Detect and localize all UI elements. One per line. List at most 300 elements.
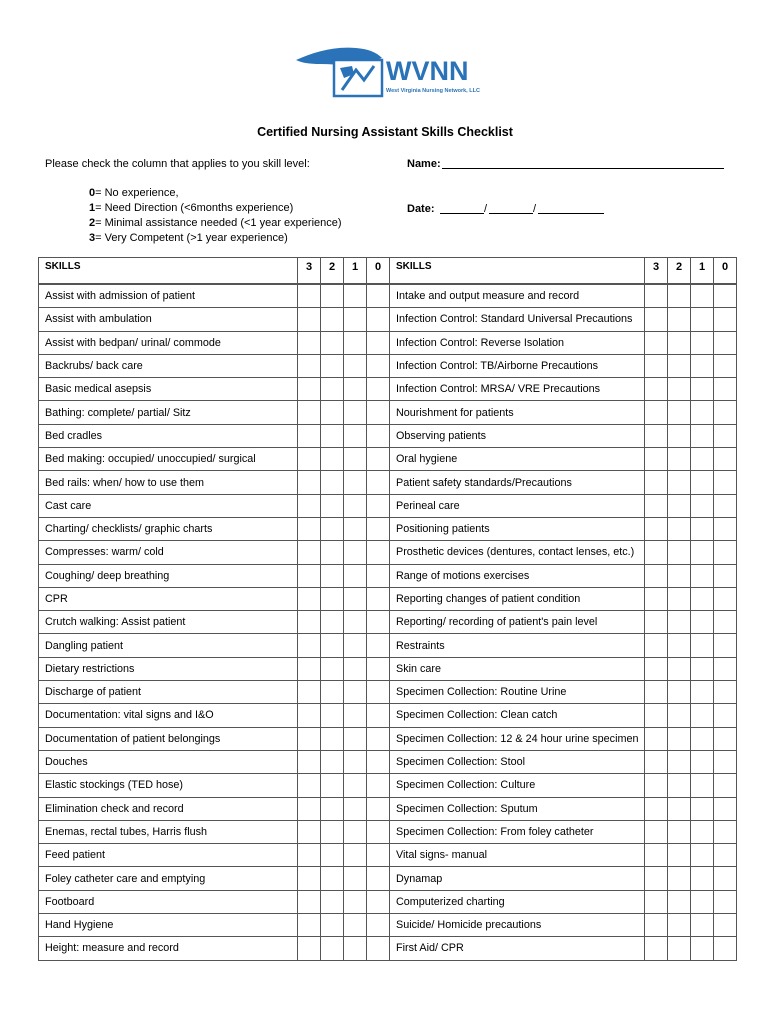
skill-label: Dangling patient <box>39 634 298 657</box>
skills-header: SKILLS <box>390 258 645 285</box>
table-row <box>39 657 737 680</box>
level-3-checkbox[interactable] <box>645 797 668 820</box>
level-header: 0 <box>714 258 737 285</box>
level-3-checkbox[interactable] <box>298 331 321 354</box>
level-0-checkbox[interactable] <box>714 401 737 424</box>
level-0-checkbox[interactable] <box>367 774 390 797</box>
level-3-checkbox[interactable] <box>645 331 668 354</box>
level-2-checkbox[interactable] <box>321 541 344 564</box>
level-1-checkbox[interactable] <box>691 914 714 937</box>
level-3-checkbox[interactable] <box>298 284 321 308</box>
date-month-field[interactable] <box>440 203 484 214</box>
level-3-checkbox[interactable] <box>298 308 321 331</box>
level-2-checkbox[interactable] <box>321 354 344 377</box>
skill-label: Basic medical asepsis <box>39 378 298 401</box>
level-2-checkbox[interactable] <box>321 914 344 937</box>
date-day-field[interactable] <box>489 203 533 214</box>
level-1-checkbox[interactable] <box>691 471 714 494</box>
level-3-checkbox[interactable] <box>298 494 321 517</box>
level-1-checkbox[interactable] <box>691 890 714 913</box>
level-1-checkbox[interactable] <box>344 611 367 634</box>
level-2-checkbox[interactable] <box>668 424 691 447</box>
level-0-checkbox[interactable] <box>714 448 737 471</box>
level-2-checkbox[interactable] <box>668 937 691 960</box>
level-2-checkbox[interactable] <box>668 727 691 750</box>
level-2-checkbox[interactable] <box>668 867 691 890</box>
level-2-checkbox[interactable] <box>321 634 344 657</box>
level-1-checkbox[interactable] <box>691 517 714 540</box>
level-0-checkbox[interactable] <box>714 331 737 354</box>
skill-label: First Aid/ CPR <box>390 937 645 960</box>
level-2-checkbox[interactable] <box>321 587 344 610</box>
level-2-checkbox[interactable] <box>668 657 691 680</box>
level-2-checkbox[interactable] <box>668 541 691 564</box>
level-0-checkbox[interactable] <box>714 284 737 308</box>
level-1-checkbox[interactable] <box>691 681 714 704</box>
level-2-checkbox[interactable] <box>321 750 344 773</box>
level-0-checkbox[interactable] <box>714 750 737 773</box>
level-2-checkbox[interactable] <box>668 354 691 377</box>
level-0-checkbox[interactable] <box>714 867 737 890</box>
level-3-checkbox[interactable] <box>298 448 321 471</box>
level-2-checkbox[interactable] <box>321 448 344 471</box>
level-2-checkbox[interactable] <box>321 308 344 331</box>
date-year-field[interactable] <box>538 203 604 214</box>
skills-table <box>38 257 737 961</box>
level-1-checkbox[interactable] <box>344 471 367 494</box>
level-0-checkbox[interactable] <box>367 681 390 704</box>
skill-label: Elimination check and record <box>39 797 298 820</box>
table-row <box>39 704 737 727</box>
level-2-checkbox[interactable] <box>321 564 344 587</box>
level-2-checkbox[interactable] <box>668 611 691 634</box>
level-2-checkbox[interactable] <box>321 890 344 913</box>
level-3-checkbox[interactable] <box>645 704 668 727</box>
table-row <box>39 354 737 377</box>
date-separator: / <box>533 203 537 215</box>
level-2-checkbox[interactable] <box>321 797 344 820</box>
level-0-checkbox[interactable] <box>367 890 390 913</box>
level-0-checkbox[interactable] <box>367 844 390 867</box>
skill-label: Footboard <box>39 890 298 913</box>
level-header: 2 <box>668 258 691 285</box>
instruction-text: Please check the column that applies to you skill level: <box>45 158 310 170</box>
level-2-checkbox[interactable] <box>668 750 691 773</box>
level-3-checkbox[interactable] <box>645 820 668 843</box>
table-row <box>39 914 737 937</box>
table-row <box>39 634 737 657</box>
skill-label: Prosthetic devices (dentures, contact lenses, etc.) <box>390 541 645 564</box>
level-1-checkbox[interactable] <box>691 331 714 354</box>
level-1-checkbox[interactable] <box>691 634 714 657</box>
legend-item: 2= Minimal assistance needed (<1 year experience) <box>89 217 342 229</box>
date-label: Date: <box>407 203 435 215</box>
table-row <box>39 448 737 471</box>
level-0-checkbox[interactable] <box>714 820 737 843</box>
table-row <box>39 517 737 540</box>
level-2-checkbox[interactable] <box>321 517 344 540</box>
level-2-checkbox[interactable] <box>321 494 344 517</box>
level-1-checkbox[interactable] <box>691 564 714 587</box>
table-row <box>39 844 737 867</box>
level-2-checkbox[interactable] <box>321 424 344 447</box>
skill-label: Specimen Collection: Routine Urine <box>390 681 645 704</box>
level-0-checkbox[interactable] <box>367 517 390 540</box>
level-2-checkbox[interactable] <box>668 378 691 401</box>
level-0-checkbox[interactable] <box>714 704 737 727</box>
level-3-checkbox[interactable] <box>298 587 321 610</box>
table-row <box>39 611 737 634</box>
level-1-checkbox[interactable] <box>691 937 714 960</box>
level-0-checkbox[interactable] <box>714 424 737 447</box>
skill-label: Reporting changes of patient condition <box>390 587 645 610</box>
level-2-checkbox[interactable] <box>668 564 691 587</box>
level-2-checkbox[interactable] <box>321 657 344 680</box>
level-0-checkbox[interactable] <box>714 797 737 820</box>
skill-label: Feed patient <box>39 844 298 867</box>
level-0-checkbox[interactable] <box>367 308 390 331</box>
level-1-checkbox[interactable] <box>344 844 367 867</box>
level-0-checkbox[interactable] <box>714 890 737 913</box>
level-1-checkbox[interactable] <box>691 774 714 797</box>
level-1-checkbox[interactable] <box>691 797 714 820</box>
level-3-checkbox[interactable] <box>645 494 668 517</box>
level-3-checkbox[interactable] <box>298 774 321 797</box>
skill-label: Bathing: complete/ partial/ Sitz <box>39 401 298 424</box>
level-0-checkbox[interactable] <box>714 844 737 867</box>
table-row <box>39 331 737 354</box>
level-3-checkbox[interactable] <box>298 634 321 657</box>
level-3-checkbox[interactable] <box>645 378 668 401</box>
level-2-checkbox[interactable] <box>321 774 344 797</box>
level-3-checkbox[interactable] <box>298 354 321 377</box>
level-2-checkbox[interactable] <box>668 704 691 727</box>
level-0-checkbox[interactable] <box>714 517 737 540</box>
level-1-checkbox[interactable] <box>344 494 367 517</box>
level-2-checkbox[interactable] <box>668 331 691 354</box>
level-0-checkbox[interactable] <box>367 541 390 564</box>
level-0-checkbox[interactable] <box>714 494 737 517</box>
level-0-checkbox[interactable] <box>367 657 390 680</box>
level-1-checkbox[interactable] <box>344 378 367 401</box>
level-3-checkbox[interactable] <box>645 634 668 657</box>
level-header: 2 <box>321 258 344 285</box>
level-3-checkbox[interactable] <box>645 774 668 797</box>
level-1-checkbox[interactable] <box>344 308 367 331</box>
level-1-checkbox[interactable] <box>691 424 714 447</box>
level-2-checkbox[interactable] <box>668 308 691 331</box>
level-0-checkbox[interactable] <box>714 774 737 797</box>
skill-label: Patient safety standards/Precautions <box>390 471 645 494</box>
level-2-checkbox[interactable] <box>668 844 691 867</box>
logo-text: WVNN <box>386 56 469 86</box>
level-0-checkbox[interactable] <box>367 284 390 308</box>
level-1-checkbox[interactable] <box>344 284 367 308</box>
level-0-checkbox[interactable] <box>714 657 737 680</box>
level-1-checkbox[interactable] <box>344 750 367 773</box>
level-2-checkbox[interactable] <box>321 401 344 424</box>
level-2-checkbox[interactable] <box>668 774 691 797</box>
level-0-checkbox[interactable] <box>714 308 737 331</box>
level-3-checkbox[interactable] <box>645 448 668 471</box>
level-0-checkbox[interactable] <box>714 634 737 657</box>
level-1-checkbox[interactable] <box>691 750 714 773</box>
level-3-checkbox[interactable] <box>298 867 321 890</box>
level-1-checkbox[interactable] <box>344 681 367 704</box>
level-3-checkbox[interactable] <box>298 424 321 447</box>
skill-label: Skin care <box>390 657 645 680</box>
level-3-checkbox[interactable] <box>645 914 668 937</box>
level-0-checkbox[interactable] <box>367 331 390 354</box>
level-2-checkbox[interactable] <box>321 378 344 401</box>
level-1-checkbox[interactable] <box>344 937 367 960</box>
level-1-checkbox[interactable] <box>691 401 714 424</box>
level-3-checkbox[interactable] <box>645 541 668 564</box>
level-1-checkbox[interactable] <box>691 494 714 517</box>
level-3-checkbox[interactable] <box>298 471 321 494</box>
level-0-checkbox[interactable] <box>367 494 390 517</box>
level-1-checkbox[interactable] <box>344 890 367 913</box>
table-row <box>39 284 737 308</box>
level-3-checkbox[interactable] <box>298 704 321 727</box>
skill-label: Elastic stockings (TED hose) <box>39 774 298 797</box>
level-3-checkbox[interactable] <box>645 611 668 634</box>
level-1-checkbox[interactable] <box>344 774 367 797</box>
level-3-checkbox[interactable] <box>298 797 321 820</box>
level-2-checkbox[interactable] <box>668 494 691 517</box>
level-1-checkbox[interactable] <box>344 657 367 680</box>
level-3-checkbox[interactable] <box>645 424 668 447</box>
skill-label: Bed making: occupied/ unoccupied/ surgical <box>39 448 298 471</box>
level-0-checkbox[interactable] <box>714 587 737 610</box>
level-0-checkbox[interactable] <box>714 471 737 494</box>
level-1-checkbox[interactable] <box>344 727 367 750</box>
table-row <box>39 937 737 960</box>
level-2-checkbox[interactable] <box>321 611 344 634</box>
level-0-checkbox[interactable] <box>367 634 390 657</box>
level-0-checkbox[interactable] <box>367 401 390 424</box>
level-1-checkbox[interactable] <box>691 308 714 331</box>
level-3-checkbox[interactable] <box>645 308 668 331</box>
level-3-checkbox[interactable] <box>298 378 321 401</box>
level-1-checkbox[interactable] <box>691 611 714 634</box>
level-3-checkbox[interactable] <box>645 681 668 704</box>
level-0-checkbox[interactable] <box>367 378 390 401</box>
level-0-checkbox[interactable] <box>367 867 390 890</box>
level-2-checkbox[interactable] <box>321 331 344 354</box>
level-3-checkbox[interactable] <box>645 587 668 610</box>
skill-label: Documentation of patient belongings <box>39 727 298 750</box>
level-3-checkbox[interactable] <box>298 517 321 540</box>
level-2-checkbox[interactable] <box>321 937 344 960</box>
level-0-checkbox[interactable] <box>714 681 737 704</box>
level-0-checkbox[interactable] <box>714 937 737 960</box>
skill-label: Dynamap <box>390 867 645 890</box>
level-1-checkbox[interactable] <box>344 564 367 587</box>
level-3-checkbox[interactable] <box>645 471 668 494</box>
level-1-checkbox[interactable] <box>344 634 367 657</box>
level-0-checkbox[interactable] <box>714 914 737 937</box>
level-0-checkbox[interactable] <box>367 937 390 960</box>
level-1-checkbox[interactable] <box>344 820 367 843</box>
level-1-checkbox[interactable] <box>344 517 367 540</box>
level-2-checkbox[interactable] <box>668 401 691 424</box>
level-2-checkbox[interactable] <box>668 284 691 308</box>
level-0-checkbox[interactable] <box>714 727 737 750</box>
level-header: 1 <box>344 258 367 285</box>
skill-label: Intake and output measure and record <box>390 284 645 308</box>
table-row <box>39 587 737 610</box>
level-1-checkbox[interactable] <box>344 424 367 447</box>
level-2-checkbox[interactable] <box>668 471 691 494</box>
name-field[interactable] <box>442 158 724 169</box>
level-3-checkbox[interactable] <box>645 867 668 890</box>
level-3-checkbox[interactable] <box>298 750 321 773</box>
level-2-checkbox[interactable] <box>668 587 691 610</box>
level-3-checkbox[interactable] <box>645 844 668 867</box>
level-2-checkbox[interactable] <box>668 517 691 540</box>
level-0-checkbox[interactable] <box>367 564 390 587</box>
level-1-checkbox[interactable] <box>344 331 367 354</box>
legend-item: 1= Need Direction (<6months experience) <box>89 202 294 214</box>
legend-item: 0= No experience, <box>89 187 179 199</box>
table-row <box>39 681 737 704</box>
level-0-checkbox[interactable] <box>367 587 390 610</box>
level-0-checkbox[interactable] <box>367 354 390 377</box>
level-3-checkbox[interactable] <box>645 517 668 540</box>
level-3-checkbox[interactable] <box>645 657 668 680</box>
level-2-checkbox[interactable] <box>668 820 691 843</box>
level-2-checkbox[interactable] <box>668 797 691 820</box>
skill-label: Foley catheter care and emptying <box>39 867 298 890</box>
level-2-checkbox[interactable] <box>668 681 691 704</box>
level-3-checkbox[interactable] <box>298 541 321 564</box>
level-3-checkbox[interactable] <box>298 611 321 634</box>
level-2-checkbox[interactable] <box>321 471 344 494</box>
level-3-checkbox[interactable] <box>298 937 321 960</box>
level-3-checkbox[interactable] <box>298 914 321 937</box>
level-3-checkbox[interactable] <box>645 750 668 773</box>
level-2-checkbox[interactable] <box>321 820 344 843</box>
skill-label: Specimen Collection: From foley catheter <box>390 820 645 843</box>
skill-label: Infection Control: Standard Universal Precautions <box>390 308 645 331</box>
level-3-checkbox[interactable] <box>298 890 321 913</box>
table-row <box>39 308 737 331</box>
level-2-checkbox[interactable] <box>321 284 344 308</box>
level-1-checkbox[interactable] <box>344 541 367 564</box>
level-1-checkbox[interactable] <box>691 657 714 680</box>
level-1-checkbox[interactable] <box>691 541 714 564</box>
skill-label: Infection Control: MRSA/ VRE Precautions <box>390 378 645 401</box>
level-3-checkbox[interactable] <box>645 401 668 424</box>
level-header: 1 <box>691 258 714 285</box>
level-0-checkbox[interactable] <box>367 820 390 843</box>
level-0-checkbox[interactable] <box>714 378 737 401</box>
level-3-checkbox[interactable] <box>645 890 668 913</box>
level-1-checkbox[interactable] <box>691 867 714 890</box>
level-1-checkbox[interactable] <box>344 448 367 471</box>
level-3-checkbox[interactable] <box>645 727 668 750</box>
level-1-checkbox[interactable] <box>344 587 367 610</box>
skill-label: Assist with bedpan/ urinal/ commode <box>39 331 298 354</box>
level-2-checkbox[interactable] <box>321 681 344 704</box>
level-1-checkbox[interactable] <box>344 867 367 890</box>
level-1-checkbox[interactable] <box>691 284 714 308</box>
level-0-checkbox[interactable] <box>714 564 737 587</box>
skill-label: Dietary restrictions <box>39 657 298 680</box>
level-1-checkbox[interactable] <box>691 820 714 843</box>
level-3-checkbox[interactable] <box>645 937 668 960</box>
table-row <box>39 867 737 890</box>
level-0-checkbox[interactable] <box>367 611 390 634</box>
level-3-checkbox[interactable] <box>298 657 321 680</box>
level-0-checkbox[interactable] <box>367 727 390 750</box>
page-title: Certified Nursing Assistant Skills Checklist <box>257 125 513 139</box>
level-3-checkbox[interactable] <box>298 564 321 587</box>
level-3-checkbox[interactable] <box>298 727 321 750</box>
level-2-checkbox[interactable] <box>668 634 691 657</box>
level-1-checkbox[interactable] <box>344 704 367 727</box>
level-1-checkbox[interactable] <box>344 797 367 820</box>
legend-item: 3= Very Competent (>1 year experience) <box>89 232 288 244</box>
level-1-checkbox[interactable] <box>691 704 714 727</box>
level-header: 0 <box>367 258 390 285</box>
level-1-checkbox[interactable] <box>344 914 367 937</box>
level-1-checkbox[interactable] <box>691 354 714 377</box>
level-0-checkbox[interactable] <box>714 541 737 564</box>
level-1-checkbox[interactable] <box>344 354 367 377</box>
skill-label: Suicide/ Homicide precautions <box>390 914 645 937</box>
level-0-checkbox[interactable] <box>367 424 390 447</box>
level-0-checkbox[interactable] <box>367 797 390 820</box>
level-2-checkbox[interactable] <box>668 890 691 913</box>
level-3-checkbox[interactable] <box>645 284 668 308</box>
level-0-checkbox[interactable] <box>367 914 390 937</box>
level-3-checkbox[interactable] <box>298 401 321 424</box>
level-3-checkbox[interactable] <box>645 354 668 377</box>
level-2-checkbox[interactable] <box>668 448 691 471</box>
level-0-checkbox[interactable] <box>367 448 390 471</box>
skill-label: Coughing/ deep breathing <box>39 564 298 587</box>
level-2-checkbox[interactable] <box>321 867 344 890</box>
level-1-checkbox[interactable] <box>344 401 367 424</box>
skill-label: Specimen Collection: Stool <box>390 750 645 773</box>
skill-label: Height: measure and record <box>39 937 298 960</box>
level-3-checkbox[interactable] <box>298 844 321 867</box>
level-1-checkbox[interactable] <box>691 727 714 750</box>
level-1-checkbox[interactable] <box>691 844 714 867</box>
level-0-checkbox[interactable] <box>367 471 390 494</box>
level-1-checkbox[interactable] <box>691 448 714 471</box>
level-1-checkbox[interactable] <box>691 587 714 610</box>
level-3-checkbox[interactable] <box>298 681 321 704</box>
level-0-checkbox[interactable] <box>714 611 737 634</box>
level-3-checkbox[interactable] <box>298 820 321 843</box>
level-2-checkbox[interactable] <box>668 914 691 937</box>
level-0-checkbox[interactable] <box>714 354 737 377</box>
level-2-checkbox[interactable] <box>321 727 344 750</box>
table-row <box>39 424 737 447</box>
level-0-checkbox[interactable] <box>367 750 390 773</box>
level-0-checkbox[interactable] <box>367 704 390 727</box>
level-2-checkbox[interactable] <box>321 704 344 727</box>
table-row <box>39 541 737 564</box>
level-2-checkbox[interactable] <box>321 844 344 867</box>
level-3-checkbox[interactable] <box>645 564 668 587</box>
table-row <box>39 774 737 797</box>
level-1-checkbox[interactable] <box>691 378 714 401</box>
table-row <box>39 378 737 401</box>
